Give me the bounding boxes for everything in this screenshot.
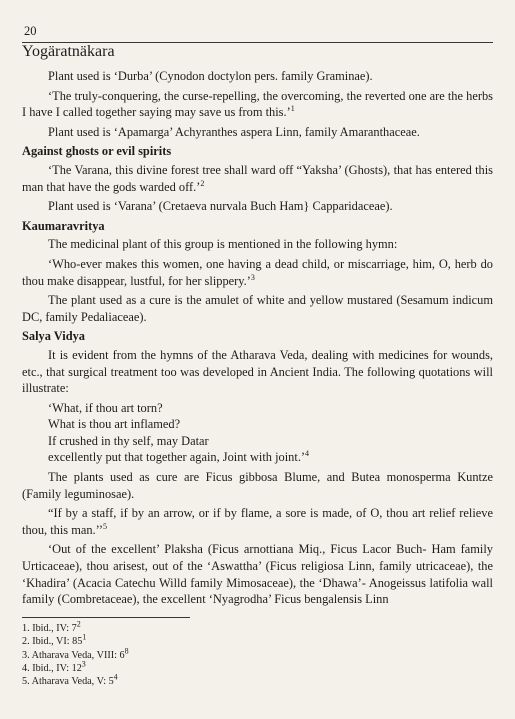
- footnote-ref[interactable]: 1: [290, 104, 295, 114]
- section-heading: Salya Vidya: [22, 329, 86, 344]
- running-title: Yogäratnäkara: [22, 43, 115, 60]
- footnote-ref[interactable]: 2: [200, 178, 205, 188]
- footnote-ref[interactable]: 5: [103, 521, 107, 531]
- footnote: 5. Atharava Veda, V: $5^4$: [22, 673, 118, 688]
- paragraph: The medicinal plant of this group is mentioned in the following hymn:: [48, 237, 398, 252]
- paragraph: “If by a staff, if by an arrow, or if by flame, a sore is made, of O, thou art relief relieve thou, this man.’’$^5$: [22, 506, 493, 537]
- paragraph: The plants used as cure are Ficus gibbosa Blume, and Butea monosperma Kuntze (Family leguminosae).: [22, 470, 493, 501]
- paragraph: ‘The truly-conquering, the curse-repelling, the overcoming, the reverted one are the herbs I have I called together saying may save us from this.’$^1$: [22, 88, 493, 120]
- footnote-divider: [22, 617, 190, 618]
- verse-line: ‘What, if thou art torn?: [48, 400, 163, 415]
- page-number: 20: [24, 24, 37, 38]
- paragraph: Plant used is ‘Varana’ (Cretaeva nurvala Buch Ham} Capparidaceae).: [48, 199, 393, 214]
- paragraph: ‘The Varana, this divine forest tree shall ward off “Yaksha’ (Ghosts), that has entered this man that have the gods warded off.’$^2$: [22, 162, 493, 194]
- verse-line: excellently put that together again, Joint with joint.’$^4$: [48, 449, 310, 465]
- footnote: 2. Ibid., VI: $85^1$: [22, 632, 87, 648]
- paragraph: Plant used is ‘Apamarga’ Achyranthes aspera Linn, family Amaranthaceae.: [48, 124, 420, 139]
- footnote-ref[interactable]: 3: [250, 272, 255, 282]
- page-header: [22, 24, 493, 43]
- footnote: 3. Atharava Veda, VIII: $6^8$: [22, 646, 129, 661]
- footnotes: [22, 619, 493, 689]
- paragraph: ‘Who-ever makes this women, one having a dead child, or miscarriage, him, O, herb do thou make disappear, lustful, for her slippery.’$^3$: [22, 256, 493, 288]
- paragraph: It is evident from the hymns of the Atharava Veda, dealing with medicines for wounds, etc., that surgical treatment too was developed in Ancient India. The following quotations will illustrate:: [22, 347, 493, 396]
- page-body: [22, 68, 493, 608]
- verse-line: If crushed in thy self, may Datar: [48, 433, 209, 448]
- footnote: 4. Ibid., IV: $12^3$: [22, 659, 86, 675]
- footnote-ref[interactable]: 4: [305, 449, 310, 459]
- footnote: 1. Ibid., IV: $7^2$: [22, 619, 81, 634]
- verse-line: What is thou art inflamed?: [48, 417, 181, 432]
- section-heading: Kaumaravritya: [22, 218, 105, 233]
- paragraph: ‘Out of the excellent’ Plaksha (Ficus arnottiana Miq., Ficus Lacor Buch- Ham family Urticaceae), thou arisest, out of the ‘Aswattha’ (Ficus religiosa Linn, family utricaceae), the ‘Khadira’ (Acacia Catechu Willd family Mimosaceae), the ‘Dhawa’- Anogeissus latifolia wall family (Combretaceae), the excellent ‘Nyagrodha’ Ficus bengalensis Linn: [22, 542, 493, 607]
- section-heading: Against ghosts or evil spirits: [22, 144, 172, 159]
- verse-quotation: [48, 400, 493, 466]
- paragraph: Plant used is ‘Durba’ (Cynodon doctylon pers. family Graminae).: [48, 69, 373, 83]
- paragraph: The plant used as a cure is the amulet of white and yellow mustared (Sesamum indicum DC, family Pedaliaceae).: [22, 293, 493, 324]
